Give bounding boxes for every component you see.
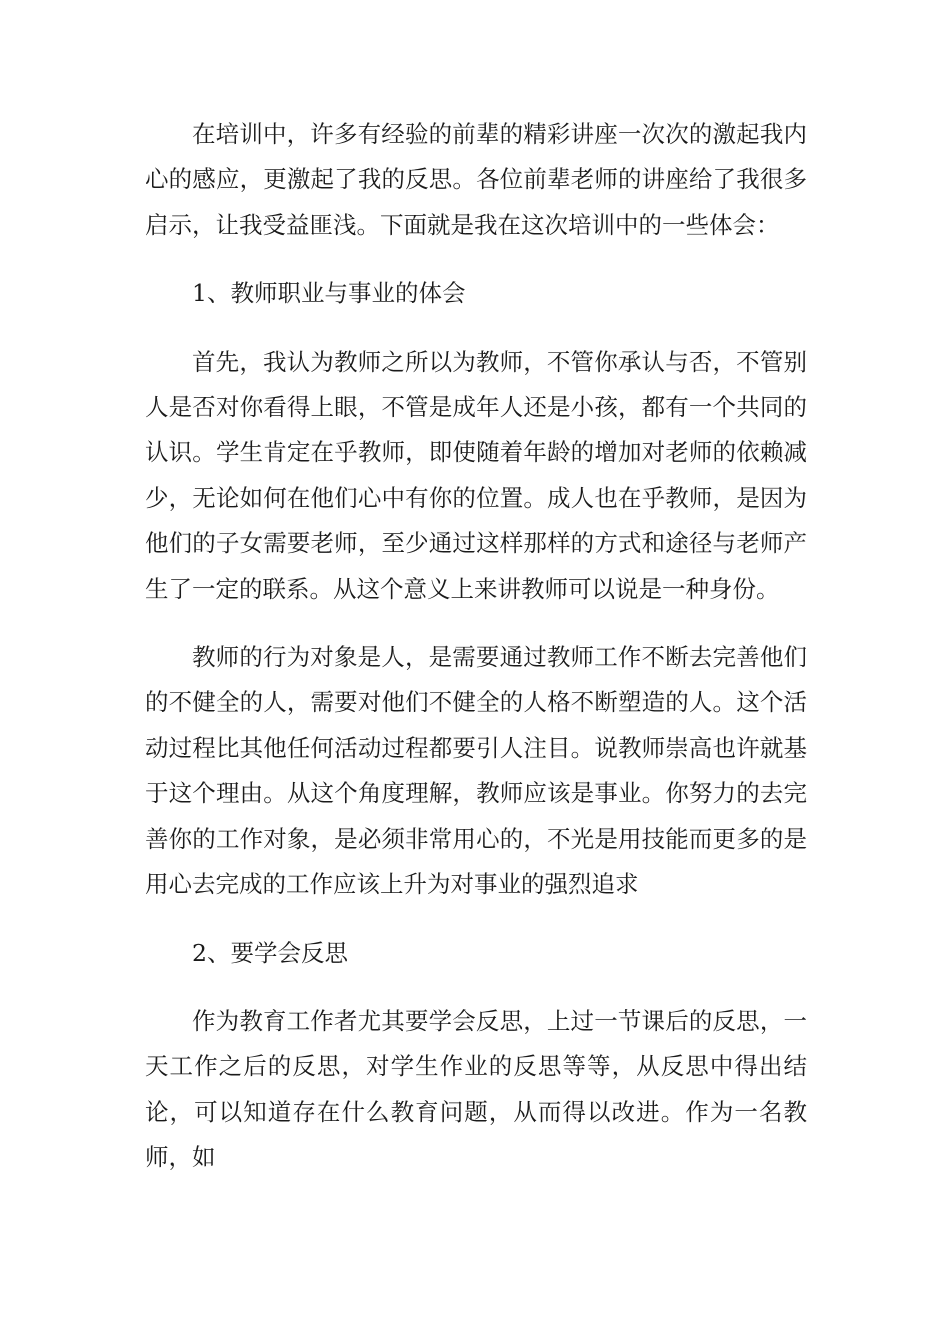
body-paragraph-2: 教师的行为对象是人，是需要通过教师工作不断去完善他们的不健全的人，需要对他们不健全的人格不断塑造的人。这个活动过程比其他任何活动过程都要引人注目。说教师崇高也许就基于这个理由。从这个角度理解，教师应该是事业。你努力的去完善你的工作对象，是必须非常用心的，不光是用技能而更多的是用心去完成的工作应该上升为对事业的强烈追求 [145,643,807,899]
intro-paragraph: 在培训中，许多有经验的前辈的精彩讲座一次次的激起我内心的感应，更激起了我的反思。各位前辈老师的讲座给了我很多启示，让我受益匪浅。下面就是我在这次培训中的一些体会： [145,120,807,239]
section-heading-1: 1、教师职业与事业的体会 [192,279,466,308]
document-body [145,112,807,1204]
body-paragraph-1: 首先，我认为教师之所以为教师，不管你承认与否，不管别人是否对你看得上眼，不管是成年人还是小孩，都有一个共同的认识。学生肯定在乎教师，即使随着年龄的增加对老师的依赖减少，无论如何在他们心中有你的位置。成人也在乎教师，是因为他们的子女需要老师，至少通过这样那样的方式和途径与老师产生了一定的联系。从这个意义上来讲教师可以说是一种身份。 [145,347,807,603]
body-paragraph-3: 作为教育工作者尤其要学会反思，上过一节课后的反思，一天工作之后的反思，对学生作业的反思等等，从反思中得出结论，可以知道存在什么教育问题，从而得以改进。作为一名教师，如 [145,1006,807,1172]
section-heading-2: 2、要学会反思 [192,938,348,967]
